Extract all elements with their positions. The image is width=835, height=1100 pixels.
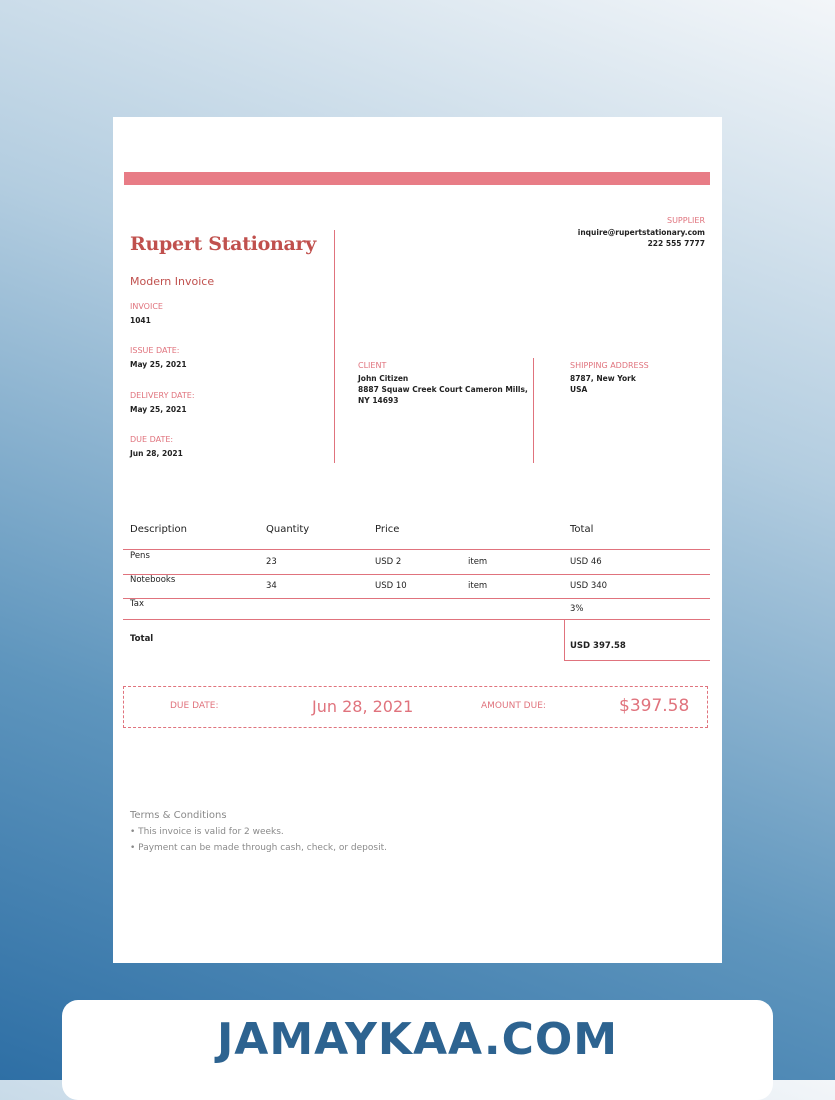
total-cell-border — [564, 619, 565, 661]
brand-name: Rupert Stationary — [130, 233, 316, 255]
row-price: USD 2 — [375, 557, 402, 567]
terms-title: Terms & Conditions — [130, 810, 227, 821]
table-line — [123, 598, 710, 599]
invoice-number: 1041 — [130, 316, 151, 325]
due-box-date-value: Jun 28, 2021 — [312, 697, 414, 716]
divider-vertical — [533, 358, 534, 463]
invoice-subtitle: Modern Invoice — [130, 275, 215, 288]
header-description: Description — [130, 524, 187, 535]
due-date-label: DUE DATE: — [130, 435, 174, 444]
footer-site-name: JAMAYKAA.COM — [216, 1014, 619, 1065]
footer-banner — [62, 1000, 773, 1100]
invoice-number-label: INVOICE — [130, 302, 163, 311]
shipping-line2: USA — [570, 385, 588, 394]
terms-item: • This invoice is valid for 2 weeks. — [130, 827, 284, 837]
client-label: CLIENT — [358, 361, 387, 370]
amount-due-label: AMOUNT DUE: — [481, 701, 546, 711]
header-quantity: Quantity — [266, 524, 310, 535]
supplier-email: inquire@rupertstationary.com — [577, 228, 705, 237]
supplier-label: SUPPLIER — [666, 216, 705, 225]
due-box-date-label: DUE DATE: — [170, 701, 219, 711]
table-line — [123, 619, 710, 620]
row-unit: item — [468, 557, 488, 567]
tax-value: 3% — [570, 604, 584, 614]
row-total: USD 46 — [570, 557, 602, 567]
amount-due-box — [123, 686, 708, 728]
row-price: USD 10 — [375, 581, 407, 591]
issue-date-label: ISSUE DATE: — [130, 346, 180, 355]
client-name: John Citizen — [358, 374, 409, 383]
delivery-date: May 25, 2021 — [130, 405, 187, 414]
row-quantity: 23 — [266, 557, 277, 567]
shipping-label: SHIPPING ADDRESS — [570, 361, 649, 370]
terms-item: • Payment can be made through cash, check, or deposit. — [130, 843, 387, 853]
row-unit: item — [468, 581, 488, 591]
row-total: USD 340 — [570, 581, 608, 591]
row-quantity: 34 — [266, 581, 277, 591]
accent-bar — [124, 172, 710, 185]
amount-due-value: $397.58 — [619, 696, 690, 716]
client-address-line2: NY 14693 — [358, 396, 399, 405]
issue-date: May 25, 2021 — [130, 360, 187, 369]
supplier-phone: 222 555 7777 — [647, 239, 705, 248]
row-description: Notebooks — [130, 575, 176, 585]
row-description: Pens — [130, 551, 150, 561]
header-price: Price — [375, 524, 400, 535]
header-total: Total — [570, 524, 594, 535]
table-line — [123, 574, 710, 575]
delivery-date-label: DELIVERY DATE: — [130, 391, 195, 400]
table-line — [564, 660, 710, 661]
due-date: Jun 28, 2021 — [130, 449, 183, 458]
tax-label: Tax — [130, 599, 145, 609]
shipping-line1: 8787, New York — [570, 374, 636, 383]
total-value: USD 397.58 — [570, 641, 626, 651]
divider-vertical — [334, 230, 335, 463]
total-label: Total — [130, 634, 154, 644]
client-address-line1: 8887 Squaw Creek Court Cameron Mills, — [358, 385, 528, 394]
invoice-page — [113, 117, 722, 963]
table-line — [123, 549, 710, 550]
